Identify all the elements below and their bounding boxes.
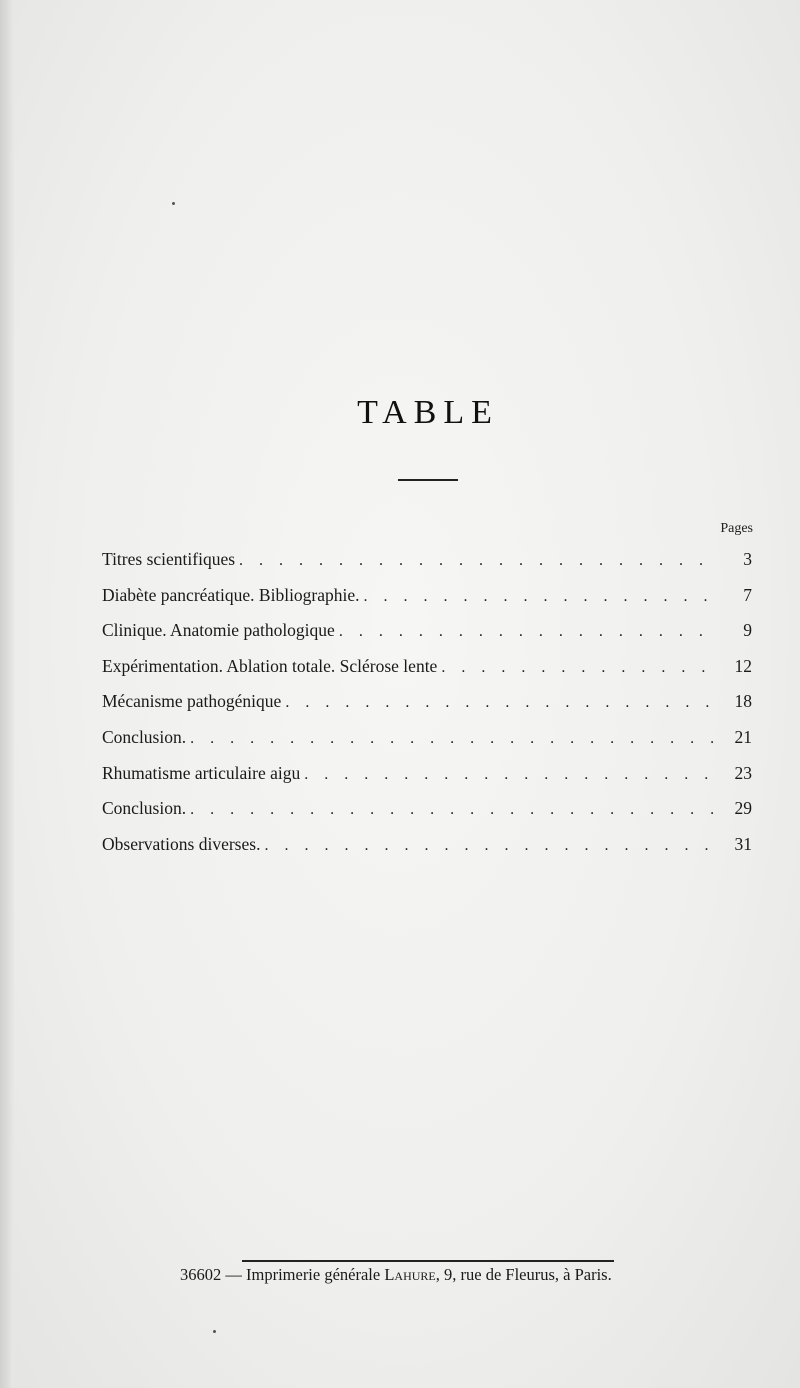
imprint-text-before: Imprimerie générale	[246, 1265, 381, 1284]
dot-leader	[364, 579, 718, 615]
toc-entry-page: 21	[734, 726, 752, 747]
dot-leader	[441, 650, 718, 686]
toc-entry-title: Mécanisme pathogénique	[102, 691, 282, 712]
imprint-rule	[242, 1260, 614, 1262]
dot-leader	[239, 543, 718, 579]
dot-leader	[285, 685, 718, 721]
printer-imprint	[180, 1265, 700, 1285]
toc-entry-title: Expérimentation. Ablation totale. Sclérose lente	[102, 655, 438, 676]
title-rule	[398, 479, 458, 481]
toc-entry	[102, 613, 752, 649]
page-title: TABLE	[357, 394, 499, 431]
toc-entry-title: Observations diverses.	[102, 833, 261, 854]
toc-entry-page: 29	[734, 798, 752, 819]
toc-entry-page: 12	[734, 655, 752, 676]
toc-entry-title: Rhumatisme articulaire aigu	[102, 762, 301, 783]
toc-entry	[102, 756, 752, 792]
ink-speck	[172, 202, 175, 205]
imprint-number: 36602	[180, 1265, 222, 1284]
toc-entry-title: Conclusion.	[102, 798, 187, 819]
pages-column-header: Pages	[720, 521, 753, 536]
toc-entry-title: Conclusion.	[102, 726, 187, 747]
toc-entry-page: 31	[734, 833, 752, 854]
dot-leader	[264, 828, 718, 864]
imprint-dash: —	[225, 1265, 242, 1284]
toc-entry-page: 23	[734, 762, 752, 783]
dot-leader	[190, 721, 718, 757]
toc-entry	[102, 578, 752, 614]
table-of-contents	[102, 542, 752, 862]
page-edge-shadow	[0, 0, 14, 1388]
toc-entry	[102, 684, 752, 720]
toc-entry-title: Titres scientifiques	[102, 549, 236, 569]
dot-leader	[190, 792, 718, 828]
toc-entry	[102, 720, 752, 756]
toc-entry	[102, 791, 752, 827]
toc-entry-title: Clinique. Anatomie pathologique	[102, 620, 335, 641]
toc-entry	[102, 827, 752, 863]
dot-leader	[339, 614, 718, 650]
toc-entry-page: 3	[743, 549, 752, 569]
toc-entry	[102, 649, 752, 685]
imprint-printer-name: Lahure	[384, 1265, 436, 1284]
dot-leader	[304, 757, 718, 793]
toc-entry	[102, 542, 752, 578]
toc-entry-title: Diabète pancréatique. Bibliographie.	[102, 584, 360, 605]
toc-entry-page: 18	[734, 691, 752, 712]
imprint-text-after: , 9, rue de Fleurus, à Paris.	[435, 1265, 612, 1284]
ink-speck	[213, 1330, 216, 1333]
toc-entry-page: 9	[743, 620, 752, 641]
toc-entry-page: 7	[743, 584, 752, 605]
